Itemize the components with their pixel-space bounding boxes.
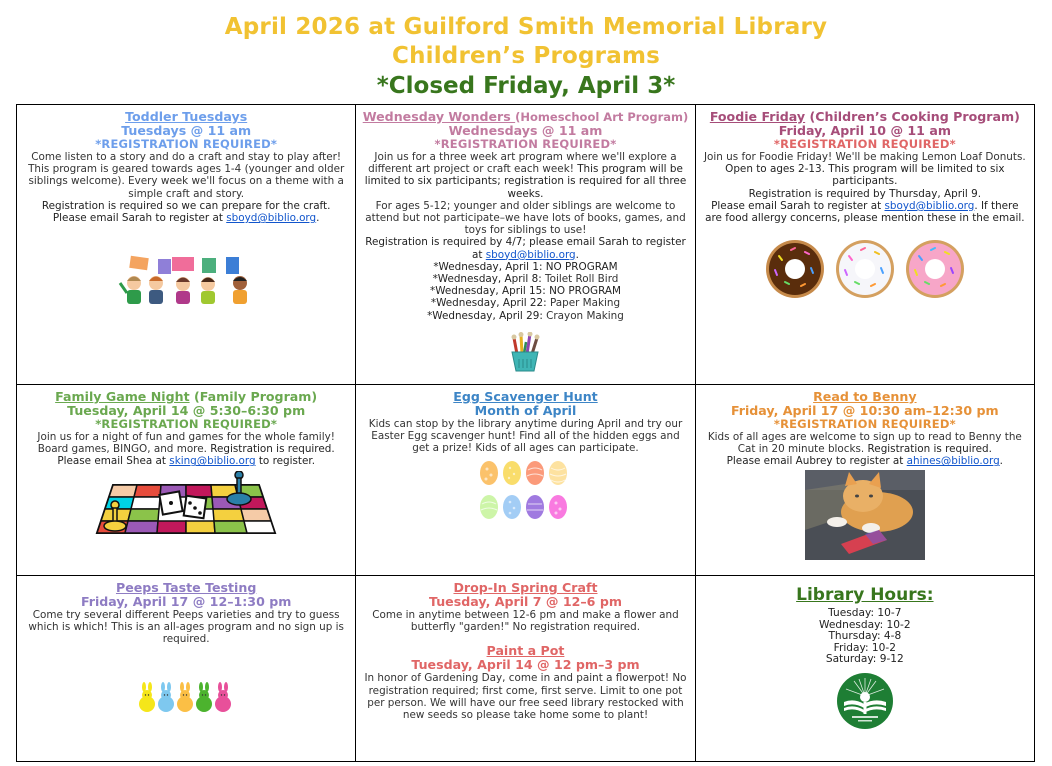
program-note: Registration is required so we can prepare for the craft. <box>41 199 331 212</box>
program-contact <box>23 212 349 224</box>
schedule-list <box>362 261 688 322</box>
program-description: Come try several different Peeps varieties and try to guess which is which! This is an all-ages program and no sign up is required. <box>28 609 344 646</box>
program-wednesday-wonders <box>356 105 695 385</box>
hours-title-text: Library Hours <box>796 585 927 605</box>
peep-green <box>196 682 212 712</box>
schedule-day: *Wednesday, April 29: <box>427 309 547 322</box>
registration-required: *REGISTRATION REQUIRED* <box>773 417 956 431</box>
registration-required: *REGISTRATION REQUIRED* <box>95 137 278 151</box>
peeps-bunnies-icon <box>138 682 234 712</box>
program-date: Tuesdays @ 11 am <box>121 123 252 138</box>
page-title-line1: April 2026 at Guilford Smith Memorial Library <box>224 14 828 40</box>
email-link[interactable]: sboyd@biblio.org <box>884 199 975 212</box>
closed-notice: *Closed Friday, April 3* <box>376 73 676 99</box>
program-subtitle: (Family Program) <box>189 389 318 404</box>
page-title-line2: Children’s Programs <box>391 43 661 69</box>
program-egg-scavenger-hunt <box>356 385 695 576</box>
program-description: Come in anytime between 12-6 pm and make a flower and butterfly "garden!" No registration required. <box>372 609 679 634</box>
program-contact <box>702 455 1028 467</box>
schedule-activity: NO PROGRAM <box>545 260 618 273</box>
program-subtitle: (Children’s Cooking Program) <box>805 109 1020 124</box>
program-date: Tuesday, April 14 @ 5:30–6:30 pm <box>67 403 306 418</box>
hours-item: Wednesday: 10-2 <box>819 618 911 631</box>
hours-item: Thursday: 4-8 <box>828 630 902 643</box>
hours-item: Saturday: 9-12 <box>825 653 904 666</box>
donuts-icon <box>765 238 965 300</box>
program-toddler-tuesdays <box>17 105 356 385</box>
schedule-activity: NO PROGRAM <box>549 285 621 298</box>
schedule-item <box>362 297 688 309</box>
cat-photo <box>702 470 1028 560</box>
email-link[interactable]: sboyd@biblio.org <box>226 212 317 225</box>
schedule-item <box>362 310 688 322</box>
registration-required: *REGISTRATION REQUIRED* <box>773 137 956 151</box>
program-title: Egg Scavenger Hunt <box>453 389 598 404</box>
contact-text: Please email Sarah to register at <box>711 199 885 212</box>
contact-text: Registration is required by 4/7; please email Sarah to register at <box>365 236 686 261</box>
peep-pink <box>215 682 231 712</box>
description-strong: Registration is required. <box>867 443 992 456</box>
program-description <box>702 431 1028 455</box>
program-title: Peeps Taste Testing <box>115 580 257 595</box>
paintbrush-cup-icon <box>508 332 542 372</box>
paint-cup-image <box>362 332 688 372</box>
contact-suffix: . <box>575 248 579 261</box>
program-title: Family Game Night <box>55 389 190 404</box>
program-description: Come listen to a story and do a craft and stay to play after! This program is geared towards ages 1-4 (younger and older siblings welcome). Every week we'll focus on a theme with a simple craft and story. <box>28 151 345 200</box>
program-description: Join us for Foodie Friday! We'll be making Lemon Loaf Donuts. <box>703 151 1026 163</box>
contact-text: Please email Shea at <box>57 455 170 468</box>
page-header <box>0 0 1052 101</box>
peep-yellow <box>139 682 155 712</box>
contact-suffix: . <box>999 455 1003 468</box>
program-age-info: Open to ages 2-13. This program will be limited to six participants. <box>725 163 1005 188</box>
schedule-activity: Toilet Roll Bird <box>545 273 619 286</box>
peeps-image <box>23 682 349 712</box>
library-logo <box>702 672 1028 730</box>
program-foodie-friday <box>695 105 1034 385</box>
description-text: Join us for a three week art program where we'll explore a different art project or craft each week! <box>368 151 677 176</box>
schedule-day: *Wednesday, April 15: <box>430 285 550 298</box>
program-date: Month of April <box>474 403 577 418</box>
program-date: Tuesday, April 14 @ 12 pm–3 pm <box>411 657 640 673</box>
schedule-item <box>362 261 688 273</box>
board-game-icon <box>93 471 279 537</box>
program-paint-a-pot <box>362 644 688 721</box>
easter-eggs-image <box>362 460 688 522</box>
schedule-day: *Wednesday, April 8: <box>432 273 546 286</box>
hours-title-colon: : <box>926 585 934 605</box>
peep-orange <box>177 682 193 712</box>
program-title: Foodie Friday <box>709 109 806 124</box>
cat-photo-icon <box>805 470 925 560</box>
schedule-item <box>362 273 688 285</box>
description-strong: Registration is required. <box>210 443 335 456</box>
program-contact <box>362 236 688 260</box>
library-hours-panel <box>695 576 1034 762</box>
contact-suffix: to register. <box>255 455 316 468</box>
program-description <box>362 151 688 200</box>
program-read-to-benny <box>695 385 1034 576</box>
schedule-day: *Wednesday, April 1: <box>433 260 546 273</box>
program-date: Tuesday, April 7 @ 12–6 pm <box>429 594 622 609</box>
email-link[interactable]: sboyd@biblio.org <box>485 248 576 261</box>
library-logo-icon <box>836 672 894 730</box>
description-text: Join us for a night of fun and games for the whole family! Board games, BINGO, and more. <box>37 431 335 456</box>
program-title: Paint a Pot <box>486 643 565 659</box>
program-contact <box>702 200 1028 224</box>
easter-eggs-icon <box>479 460 571 522</box>
program-peeps-taste-testing <box>17 576 356 762</box>
donuts-image <box>702 238 1028 300</box>
program-description: Kids can stop by the library anytime during April and try our Easter Egg scavenger hunt! Find all of the hidden eggs and get a prize! Kids of all ages can participate. <box>368 418 683 455</box>
schedule-item <box>362 285 688 297</box>
children-holding-books-icon <box>116 253 256 309</box>
board-game-image <box>23 471 349 537</box>
description-text: Kids of all ages are welcome to sign up to read to Benny the Cat in 20 minute blocks. <box>707 431 1022 456</box>
description-strong: This program will be limited to six participants; registration is required for all three weeks. <box>364 163 687 200</box>
program-deadline: Registration is required by Thursday, April 9. <box>748 187 981 200</box>
program-title: Toddler Tuesdays <box>125 109 248 124</box>
program-description <box>23 431 349 455</box>
email-link[interactable]: sking@biblio.org <box>169 455 256 468</box>
program-title: Drop-In Spring Craft <box>453 580 598 595</box>
schedule-activity: Crayon Making <box>546 309 624 322</box>
program-title: Wednesday Wonders <box>362 109 516 124</box>
children-books-image <box>23 253 349 309</box>
registration-required: *REGISTRATION REQUIRED* <box>95 417 278 431</box>
program-date: Friday, April 17 @ 12–1:30 pm <box>80 594 292 609</box>
program-drop-in-spring-craft <box>362 581 688 633</box>
program-family-game-night <box>17 385 356 576</box>
programs-grid <box>16 104 1035 762</box>
program-spring-craft-and-paint-pot <box>356 576 695 762</box>
program-subtitle: (Homeschool Art Program) <box>515 110 689 124</box>
peep-blue <box>158 682 174 712</box>
registration-required: *REGISTRATION REQUIRED* <box>434 137 617 151</box>
program-date: Friday, April 10 @ 11 am <box>778 123 951 138</box>
program-contact <box>23 455 349 467</box>
program-description: In honor of Gardening Day, come in and paint a flowerpot! No registration required; first come, first serve. Limit to one pot per person. We will have our free seed library restocked with new seeds so please take home some to plant! <box>364 672 687 722</box>
program-age-info: For ages 5-12; younger and older siblings are welcome to attend but not participate–we have lots of books, games, and toys for siblings to use! <box>365 199 686 237</box>
contact-suffix: . <box>316 212 320 225</box>
contact-suffix: . If there are food allergy concerns, please mention these in the email. <box>705 199 1025 225</box>
program-date: Wednesdays @ 11 am <box>448 123 603 138</box>
schedule-activity: Paper Making <box>549 297 621 310</box>
contact-text: Please email Aubrey to register at <box>726 455 907 468</box>
hours-item: Tuesday: 10-7 <box>828 607 902 619</box>
email-link[interactable]: ahines@biblio.org <box>906 455 1000 468</box>
program-title: Read to Benny <box>813 389 917 404</box>
library-hours-title <box>702 585 1028 605</box>
contact-text: Please email Sarah to register at <box>52 212 227 225</box>
hours-list <box>702 608 1028 666</box>
hours-item: Friday: 10-2 <box>833 641 896 654</box>
schedule-day: *Wednesday, April 22: <box>430 297 550 310</box>
program-date: Friday, April 17 @ 10:30 am–12:30 pm <box>730 403 999 418</box>
